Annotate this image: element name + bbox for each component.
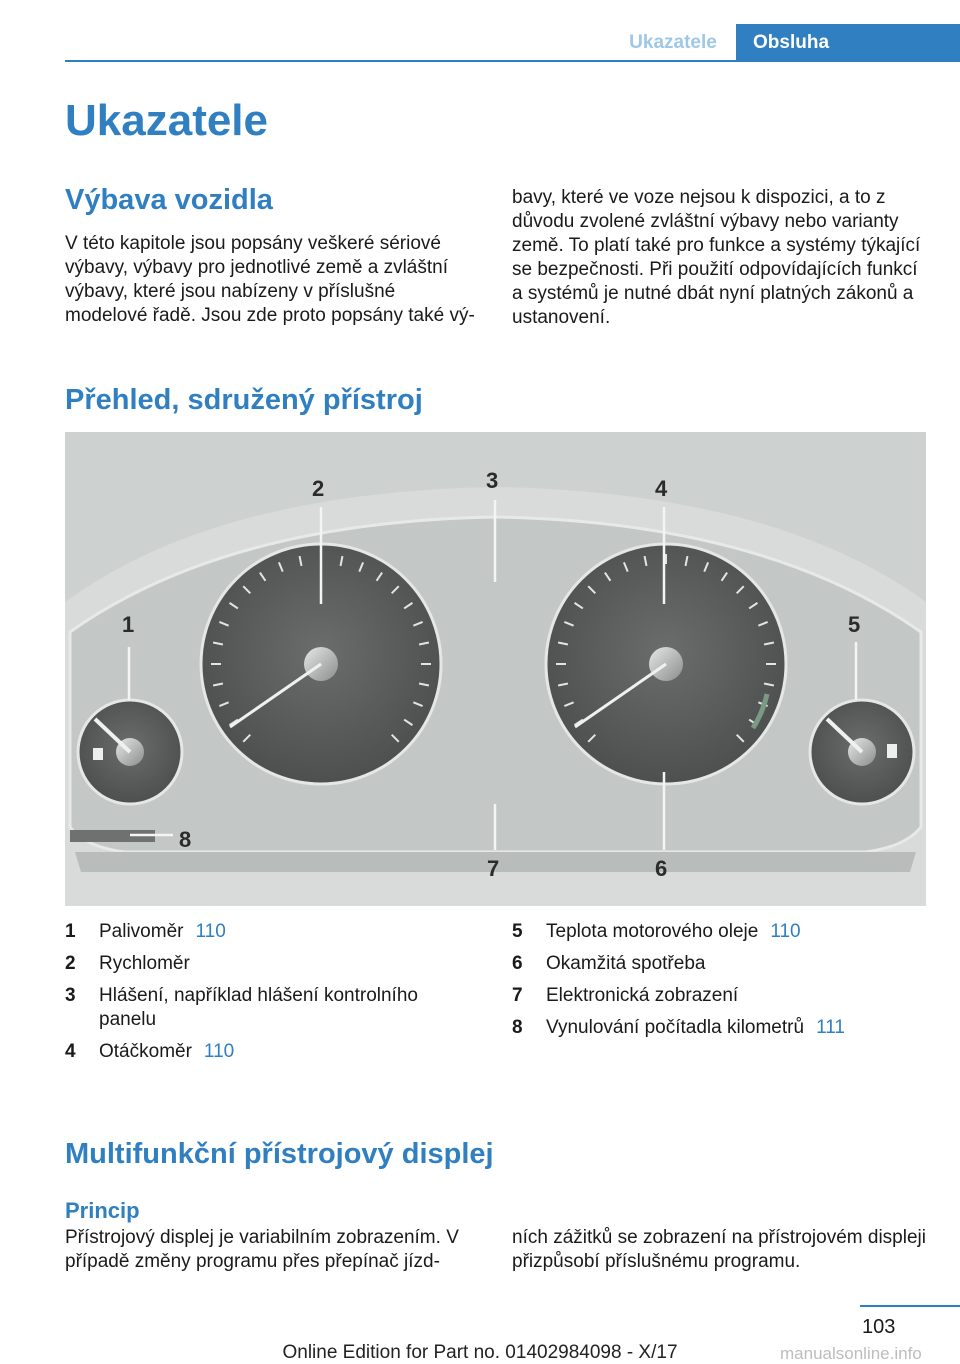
legend-number: 3 (65, 985, 76, 1006)
legend-label: Hlášení, například hlášení kontrolního panelu (99, 985, 418, 1030)
section-title-prehled: Přehled, sdružený přístroj (65, 384, 423, 416)
paragraph-princip-right: ních zážitků se zobrazení na přístrojovém displeji přizpůsobí příslušnému programu. (512, 1227, 926, 1272)
paragraph-vybava-left: V této kapitole jsou popsány veškeré sériové výbavy, výbavy pro jednotlivé země a zvláštní výbavy, které jsou nabízeny v příslušné modelové řadě. Jsou zde proto popsány také vý- (65, 233, 475, 326)
footer-edition: Online Edition for Part no. 01402984098 - X/17 (282, 1342, 678, 1363)
legend-number: 4 (65, 1041, 76, 1062)
legend-right (512, 920, 928, 1048)
legend-label: Otáčkoměr (99, 1041, 192, 1062)
legend-item (65, 1040, 480, 1064)
legend-label: Rychloměr (99, 953, 190, 974)
page-title: Ukazatele (65, 96, 269, 145)
callout-6: 6 (655, 856, 668, 881)
tab-ukazatele[interactable]: Ukazatele (629, 32, 717, 53)
legend-item (65, 984, 480, 1032)
instrument-cluster-figure (65, 432, 926, 906)
subsection-title-princip: Princip (65, 1198, 140, 1223)
oil-temperature-gauge (810, 700, 914, 804)
watermark: manualsonline.info (780, 1344, 922, 1363)
legend-item (512, 920, 928, 944)
legend-item (512, 1016, 928, 1040)
oil-temperature-icon (887, 744, 897, 758)
legend-item (512, 952, 928, 976)
fuel-gauge (78, 700, 182, 804)
fuel-pump-icon (93, 748, 103, 760)
paragraph-princip-left: Přístrojový displej je variabilním zobrazením. V případě změny programu přes přepínač jízd- (65, 1227, 459, 1272)
legend-item (65, 920, 480, 944)
legend-label: Vynulování počítadla kilometrů (546, 1017, 805, 1038)
callout-7: 7 (487, 856, 500, 881)
legend-number: 1 (65, 921, 76, 942)
legend-left (65, 920, 480, 1072)
legend-item (512, 984, 928, 1008)
callout-1: 1 (122, 612, 135, 637)
page-reference-link[interactable]: 111 (816, 1017, 845, 1038)
legend-label: Okamžitá spotřeba (546, 953, 706, 974)
section-title-vybava: Výbava vozidla (65, 184, 273, 216)
page-reference-link[interactable]: 110 (770, 921, 801, 942)
legend-number: 8 (512, 1017, 523, 1038)
tachometer (546, 544, 786, 784)
legend-number: 6 (512, 953, 523, 974)
callout-5: 5 (848, 612, 861, 637)
callout-2: 2 (312, 476, 325, 501)
section-title-multifunkcni: Multifunkční přístrojový displej (65, 1138, 494, 1170)
legend-number: 5 (512, 921, 523, 942)
paragraph-vybava-right: bavy, které ve voze nejsou k dispozici, a to z důvodu zvolené zvláštní výbavy nebo varianty země. To platí také pro funkce a systémy týkající se bezpečnosti. Při použití odpovídajících funkcí a systémů je nutné dbát nyní platných zákonů a ustanovení. (512, 187, 921, 328)
legend-number: 7 (512, 985, 523, 1006)
callout-4: 4 (655, 476, 668, 501)
legend-item (65, 952, 480, 976)
callout-3: 3 (486, 468, 499, 493)
page-number: 103 (862, 1316, 896, 1338)
page-reference-link[interactable]: 110 (195, 921, 226, 942)
tab-obsluha[interactable]: Obsluha (736, 24, 960, 62)
legend-number: 2 (65, 953, 76, 974)
page-reference-link[interactable]: 110 (203, 1041, 235, 1062)
callout-8: 8 (179, 827, 192, 852)
legend-label: Elektronická zobrazení (546, 985, 739, 1006)
footer-rule (860, 1305, 960, 1307)
legend-label: Palivoměr (99, 921, 184, 942)
legend-label: Teplota motorového oleje (546, 921, 759, 942)
